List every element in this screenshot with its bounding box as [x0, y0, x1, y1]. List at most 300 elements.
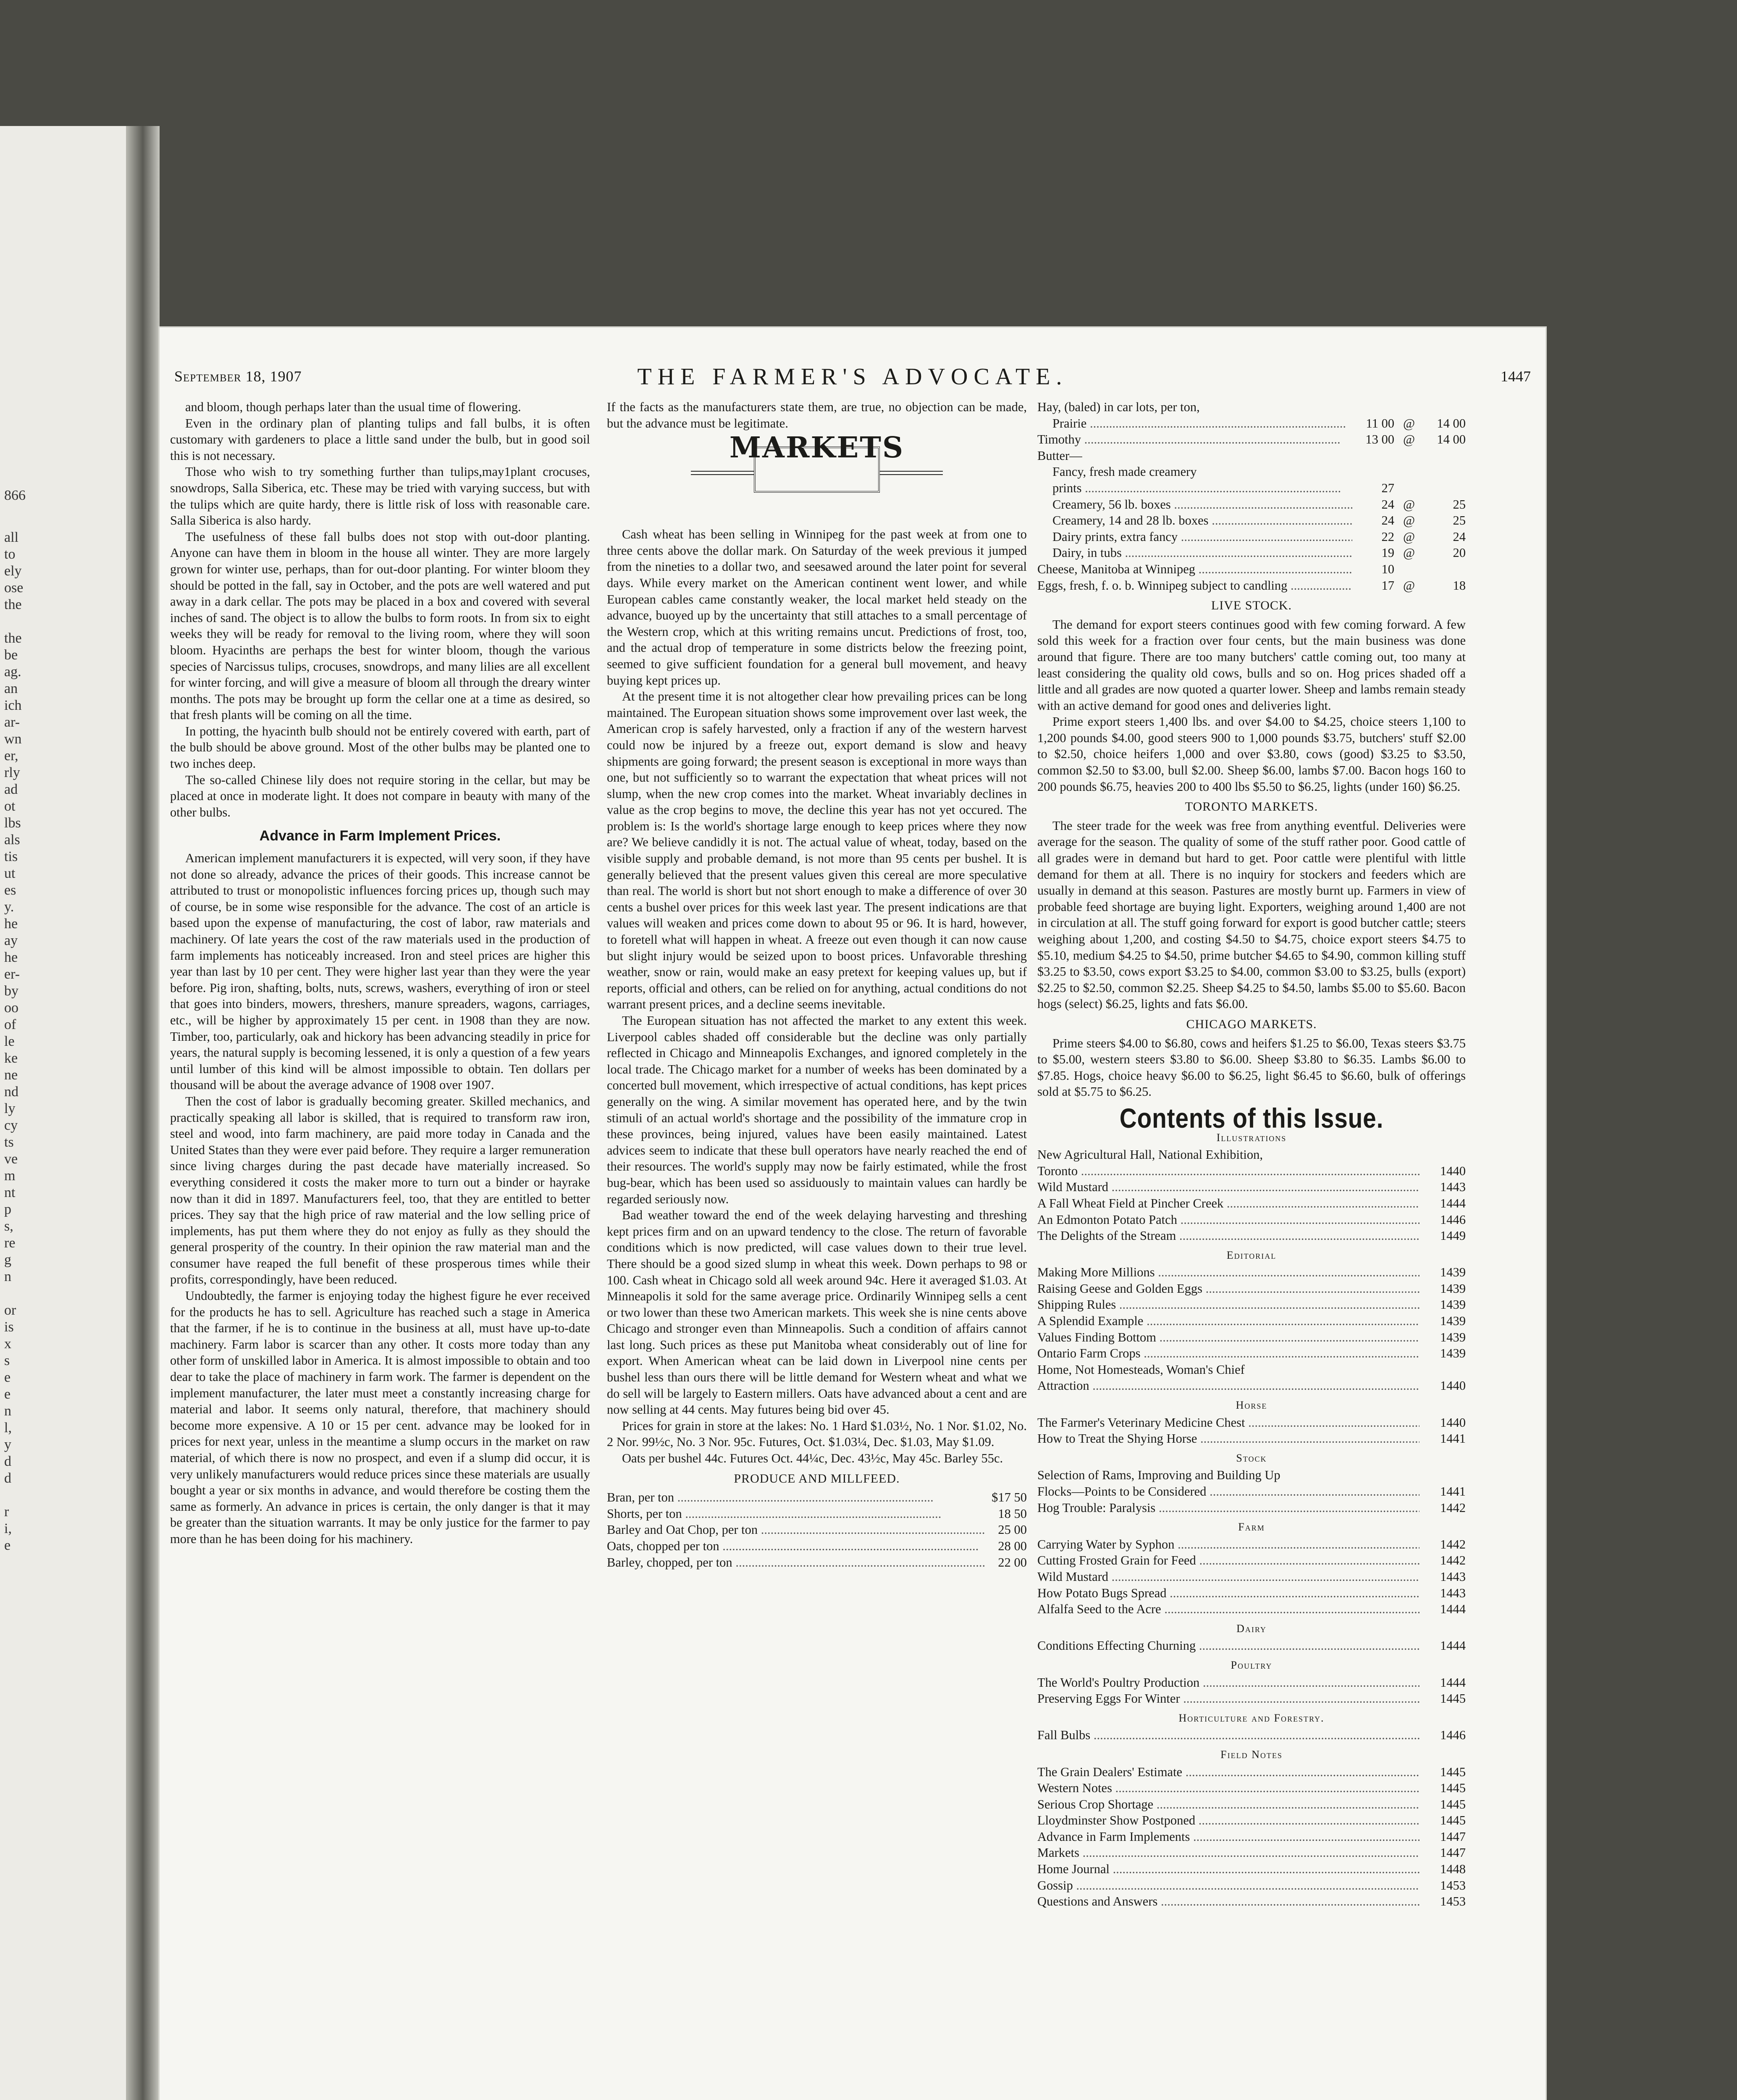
toc-row	[1037, 1780, 1466, 1796]
facing-page-fragment: l,	[4, 1420, 12, 1436]
price-row	[1037, 545, 1466, 561]
facing-page-fragment: ar-	[4, 714, 20, 730]
price-row	[1037, 448, 1466, 464]
toc-title: How to Treat the Shying Horse .....	[1037, 1431, 1420, 1447]
fall-bulbs-article	[170, 399, 590, 820]
toc-title: Carrying Water by Syphon .....	[1037, 1536, 1420, 1553]
price-high: 25	[1453, 513, 1466, 528]
toc-row	[1037, 1861, 1466, 1877]
price-item: Cheese, Manitoba at Winnipeg .....	[1037, 561, 1352, 578]
price-high: 20	[1453, 546, 1466, 560]
price-row	[607, 1554, 1027, 1571]
price-item: Fancy, fresh made creamery	[1052, 465, 1197, 479]
toc-title: Toronto .....	[1037, 1163, 1420, 1179]
toc-row	[1037, 1281, 1466, 1297]
facing-page-fragment: p	[4, 1202, 11, 1217]
markets-report	[607, 526, 1027, 1466]
facing-page-fragment: re	[4, 1235, 16, 1251]
toc-page: 1449	[1440, 1228, 1466, 1243]
price-low: 24	[1381, 513, 1394, 528]
column-1	[170, 399, 590, 1547]
price-row	[607, 1538, 1027, 1554]
chicago-heading: CHICAGO MARKETS.	[1186, 1017, 1317, 1031]
facing-page-fragment: by	[4, 983, 18, 999]
facing-page-fragment: y.	[4, 899, 14, 915]
toc-row	[1037, 1829, 1466, 1845]
toc-row	[1037, 1179, 1466, 1195]
article-paragraph: At the present time it is not altogether clear how prevailing prices can be long maintained. The European situation shows some improvement over last week, the American crop is safely harvested, only a fraction if any of the western harvest could now be injured by a freeze out, export demand is slow and heavy shipments are going forward; the present season is exceptional in more ways than one, but not sufficiently so to warrant the expectation that wheat prices will not slump, when the new crop comes into the market. Wheat invariably declines in value as the crop begins to move, the decline this year has not yet occured. The problem is: Is the world's shortage large enough to keep prices where they now are? We believe candidly it is not. The actual value of wheat, today, based on the visible supply and probable demand, is not more than 95 cents per bushel. It is generally believed that the present values given this cereal are more speculative than real. The world is short but not short enough to make a difference of over 30 cents a bushel over prices for this week last year. The present indications are that values will weaken and prices come down to about 95 or 96. It is hard, however, to foretell what will happen in wheat. A freeze out even though it can now cause but slight injury would be seized upon to boost prices. Unfavorable threshing weather, snow or rain, would make an easy pretext for keeping values up, but if reports, official and others, can be relied on for anything, actual conditions do not warrant present prices, and a decline seems inevitable.	[607, 689, 1027, 1012]
toc-page: 1444	[1440, 1638, 1466, 1653]
livestock-report	[1037, 617, 1466, 795]
toc-section-heading: Dairy	[1236, 1622, 1267, 1635]
price-low	[1352, 448, 1394, 464]
facing-page-fragment: e	[4, 1370, 11, 1385]
facing-page-fragment: r	[4, 1504, 9, 1520]
toc-row	[1037, 1147, 1466, 1163]
facing-page-fragment: er-	[4, 966, 20, 982]
price-item: Prairie .....	[1037, 415, 1352, 432]
facing-page-text	[4, 487, 55, 1554]
toc-row	[1037, 1431, 1466, 1447]
toc-row	[1037, 1764, 1466, 1780]
article-paragraph: The European situation has not affected the market to any extent this week. Liverpool cables shaded off considerable but the decline was only partially reflected in Chicago and Minneapolis Exchanges, and ignored completely in the local trade. The Chicago market for a number of weeks has been dominated by a concerted bull movement, which irrespective of actual conditions, has kept prices generally on the wing. A similar movement has operated here, and by the twin stimuli of an actual world's shortage and the possibility of the immature crop in these provinces, being injured, values have been easily maintained. Latest advices seem to indicate that these bull operators have nearly reached the end of their resources. The world's supply may now be fairly estimated, while the frost bug-bear, which has been used so assiduously to maintain values can hardly be regarded seriously now.	[607, 1013, 1027, 1206]
facing-page-fragment: le	[4, 1034, 15, 1049]
price-row	[1037, 561, 1466, 578]
toc-title: Attraction .....	[1037, 1378, 1420, 1394]
price-low: 24	[1381, 497, 1394, 512]
toc-row	[1037, 1812, 1466, 1829]
toc-section-heading: Poultry	[1231, 1659, 1273, 1671]
price-item: Barley and Oat Chop, per ton .....	[607, 1522, 985, 1538]
toc-title: Wild Mustard .....	[1037, 1569, 1420, 1585]
publication-title: THE FARMER'S ADVOCATE.	[637, 364, 1068, 390]
toc-title: Advance in Farm Implements .....	[1037, 1829, 1420, 1845]
toc-page: 1441	[1440, 1431, 1466, 1446]
column-3	[1037, 399, 1466, 1910]
facing-page-fragment: wn	[4, 731, 22, 747]
toc-title: The Grain Dealers' Estimate .....	[1037, 1764, 1420, 1780]
toc-page: 1446	[1440, 1728, 1466, 1743]
facing-page-fragment: cy	[4, 1118, 18, 1133]
price-item: Creamery, 56 lb. boxes .....	[1037, 496, 1352, 513]
toc-row	[1037, 1195, 1466, 1212]
toc-title: Hog Trouble: Paralysis .....	[1037, 1500, 1420, 1516]
facing-page-fragment: lbs	[4, 815, 21, 831]
toc-page: 1442	[1440, 1537, 1466, 1551]
toc-row	[1037, 1500, 1466, 1516]
facing-page-fragment: ot	[4, 798, 16, 814]
article-paragraph: Undoubtedly, the farmer is enjoying today the highest figure he ever received for the products he has to sell. Agriculture has reached such a stage in America that the farmer, if he is to continue in the business at all, must have up-to-date machinery. Farm labor is scarcer than any other. It costs more today than any other form of unskilled labor in America. It is almost impossible to obtain and too dear to take the place of machinery in farm work. The farmer is dependent on the implement manufacturer, the later must meet a constantly increasing charge for material and labor. It seems only natural, therefore, that machinery should become more expensive. A 10 or 15 per cent. advance may be looked for in prices for next year, unless in the meantime a slump occurs in the market on raw material, of which there is now no prospect, and even if a slump did occur, it is very unlikely manufacturers would reduce prices since these materials are usually bought a year or six months in advance, and would therefore be costing them the same as formerly. An advance in prices is certain, the only danger is that it may be greater than the situation warrants. It may be only justice for the farmer to pay more than he has been doing for his machinery.	[170, 1289, 590, 1546]
price-high: 14 00	[1437, 432, 1466, 447]
facing-page-fragment: nd	[4, 1084, 18, 1100]
price-row	[607, 1489, 1027, 1506]
toc-title: Serious Crop Shortage .....	[1037, 1796, 1420, 1813]
page-number: 1447	[1501, 368, 1531, 385]
toc-page: 1439	[1440, 1281, 1466, 1296]
price-row	[1037, 578, 1466, 594]
facing-page-fragment: ly	[4, 1101, 16, 1116]
price-at	[1394, 399, 1424, 415]
price-row	[1037, 512, 1466, 529]
implement-article-conclusion: If the facts as the manufacturers state them, are true, no objection can be made, but the advance must be legitimate.	[607, 400, 1027, 430]
toc-page: 1443	[1440, 1180, 1466, 1194]
price-at: @	[1403, 416, 1415, 430]
facing-page-fragment: ose	[4, 580, 24, 596]
facing-page-number: 866	[4, 488, 26, 503]
price-high	[1424, 448, 1466, 464]
price-item: Butter—	[1037, 448, 1082, 463]
facing-page-fragment: ve	[4, 1151, 18, 1167]
contents-title: Contents of this Issue.	[1119, 1102, 1384, 1134]
implement-article	[170, 850, 590, 1547]
toc-page: 1445	[1440, 1691, 1466, 1706]
price-at: @	[1403, 513, 1415, 528]
toc-title: Fall Bulbs .....	[1037, 1727, 1420, 1743]
facing-page-fragment: n	[4, 1403, 11, 1419]
toc-title: Making More Millions .....	[1037, 1264, 1420, 1281]
price-at: @	[1403, 497, 1415, 512]
book-gutter	[126, 126, 160, 2100]
article-paragraph: Oats per bushel 44c. Futures Oct. 44¼c, Dec. 43½c, May 45c. Barley 55c.	[622, 1451, 1003, 1466]
article-paragraph: The demand for export steers continues good with few coming forward. A few sold this week for a fraction over four cents, but the main business was done around that figure. There are too many butchers' cattle coming out, too many at least considering the quality old cows, bulls and so on. Hog prices shaded off a little and all grades are now quoted a quarter lower. Sheep and lambs remain steady with an active demand for good ones and deliveries light.	[1037, 617, 1466, 713]
toc-page: 1440	[1440, 1163, 1466, 1178]
toc-page: 1440	[1440, 1378, 1466, 1393]
masthead	[174, 363, 1531, 388]
toc-title: Flocks—Points to be Considered .....	[1037, 1483, 1420, 1500]
article-paragraph: Those who wish to try something further than tulips,may1plant crocuses, snowdrops, Salla Siberica, etc. These may be tried with varying success, but with the tulips which are quite hardy, there is little risk of loss with reasonable care. Salla Siberica is also hardy.	[170, 465, 590, 528]
facing-page-fragment: oo	[4, 1000, 18, 1016]
price-value: 22 00	[998, 1555, 1027, 1570]
price-item: Dairy prints, extra fancy .....	[1037, 529, 1352, 545]
toc-page: 1442	[1440, 1500, 1466, 1515]
toc-row	[1037, 1362, 1466, 1378]
implement-article-heading: Advance in Farm Implement Prices.	[259, 828, 501, 844]
toc-title: A Splendid Example .....	[1037, 1313, 1420, 1329]
toc-section-heading: Illustrations	[1216, 1131, 1287, 1144]
toc-row	[1037, 1675, 1466, 1691]
price-row	[1037, 431, 1466, 448]
facing-page-fragment: y	[4, 1437, 11, 1452]
toc-title: Lloydminster Show Postponed .....	[1037, 1812, 1420, 1829]
price-at	[1394, 561, 1424, 578]
facing-page-fragment: all	[4, 530, 18, 545]
article-paragraph: American implement manufacturers it is expected, will very soon, if they have not done so already, advance the prices of their goods. This increase cannot be attributed to trust or monopolistic influences forcing prices up, though such may of course, be in some wise responsible for the advance. The cost of an article is based upon the expense of manufacturing, the cost of labor, raw materials and machinery. Of late years the cost of the raw materials used in the production of farm implements has noticeably increased. Iron and steel prices are higher this year than last by 10 per cent. They were higher last year than they were the year before. Pig iron, shafting, bolts, nuts, screws, washers, everything of iron or steel that goes into binders, mowers, threshers, manure spreaders, wagons, carriages, etc., will be higher by approximately 15 per cent. in 1908 than they are now. Timber, too, particularly, oak and hickory has been advancing steadily in price for years, the natural supply is becoming lessened, it is only a question of a few years until lumber of this kind will be almost impossible to obtain. Ten dollars per thousand will be about the average advance of 1908 over 1907.	[170, 851, 590, 1092]
toc-title: A Fall Wheat Field at Pincher Creek .....	[1037, 1195, 1420, 1212]
hay-butter-price-list	[1037, 399, 1466, 593]
facing-page-fragment: er,	[4, 748, 18, 764]
article-paragraph: Even in the ordinary plan of planting tulips and fall bulbs, it is often customary with gardeners to place a little sand under the bulb, but in good soil this is not necessary.	[170, 416, 590, 463]
price-row	[1037, 399, 1466, 415]
price-high: 14 00	[1437, 416, 1466, 430]
price-value: 25 00	[998, 1522, 1027, 1537]
price-at	[1394, 448, 1424, 464]
toc-page: 1439	[1440, 1265, 1466, 1280]
facing-page-fragment: rly	[4, 765, 20, 780]
toc-title: Raising Geese and Golden Eggs .....	[1037, 1281, 1420, 1297]
toc-row	[1037, 1313, 1466, 1329]
livestock-heading: LIVE STOCK.	[1211, 598, 1292, 613]
toc-row	[1037, 1297, 1466, 1313]
toc-page: 1447	[1440, 1845, 1466, 1860]
toc-title: Alfalfa Seed to the Acre .....	[1037, 1601, 1420, 1617]
toc-page	[1420, 1147, 1466, 1163]
facing-page-fragment: x	[4, 1336, 11, 1352]
produce-heading: PRODUCE AND MILLFEED.	[734, 1471, 900, 1486]
facing-page-fragment: is	[4, 1319, 14, 1335]
price-low: 27	[1381, 480, 1394, 495]
facing-page-edge	[0, 126, 126, 2100]
facing-page-fragment: the	[4, 630, 22, 646]
facing-page-fragment: tis	[4, 849, 18, 864]
toc-row	[1037, 1845, 1466, 1861]
toc-row	[1037, 1552, 1466, 1569]
facing-page-fragment: e	[4, 1386, 11, 1402]
article-paragraph: and bloom, though perhaps later than the usual time of flowering.	[185, 400, 521, 414]
price-low: 22	[1381, 529, 1394, 544]
price-row	[1037, 496, 1466, 513]
toc-row	[1037, 1228, 1466, 1244]
toc-title: The Farmer's Veterinary Medicine Chest .....	[1037, 1415, 1420, 1431]
price-high: 18	[1453, 578, 1466, 593]
price-row	[607, 1506, 1027, 1522]
toc-title: Western Notes .....	[1037, 1780, 1420, 1796]
price-low: 11 00	[1366, 416, 1394, 430]
price-item: Shorts, per ton .....	[607, 1506, 985, 1522]
toc-title: Wild Mustard .....	[1037, 1179, 1420, 1195]
toc-page: 1441	[1440, 1484, 1466, 1499]
price-item: Dairy, in tubs .....	[1037, 545, 1352, 561]
facing-page-fragment: e	[4, 1538, 11, 1553]
toc-page: 1447	[1440, 1829, 1466, 1844]
facing-page-fragment: the	[4, 597, 22, 612]
article-paragraph: Cash wheat has been selling in Winnipeg for the past week at from one to three cents above the dollar mark. On Saturday of the week previous it jumped from the nineties to a dollar two, and seesawed around the later point for several days. While every market on the American continent went lower, and while European cables came constantly weaker, the local market held steady on the advance, buoyed up by the uncertainty that still attaches to a small percentage of the Western crop, which at this writing remains uncut. Predictions of frost, too, and the actual drop of temperature in some districts below the freezing point, seemed to give sufficient foundation for a general bull movement, and heavy buying kept prices up.	[607, 527, 1027, 688]
facing-page-fragment: or	[4, 1302, 16, 1318]
toc-section-heading: Field Notes	[1220, 1748, 1283, 1761]
facing-page-fragment: ely	[4, 563, 22, 579]
facing-page-fragment: n	[4, 1269, 11, 1284]
price-at: @	[1403, 546, 1415, 560]
facing-page-fragment: i,	[4, 1521, 12, 1536]
toc-row	[1037, 1569, 1466, 1585]
price-high	[1424, 561, 1466, 578]
facing-page-fragment: ag.	[4, 664, 21, 680]
toc-row	[1037, 1536, 1466, 1553]
price-low	[1352, 399, 1394, 415]
price-value: 18 50	[998, 1506, 1027, 1521]
price-high	[1424, 480, 1466, 496]
column-2	[607, 399, 1027, 1570]
facing-page-fragment	[4, 613, 55, 630]
toc-title: The Delights of the Stream .....	[1037, 1228, 1420, 1244]
facing-page-fragment: es	[4, 882, 16, 898]
toc-page: 1443	[1440, 1586, 1466, 1600]
article-paragraph: Bad weather toward the end of the week delaying harvesting and threshing kept prices firm and on an upward tendency to the close. The return of favorable conditions which is now predicted, will case values down to their true level. There should be a good sized slump in wheat this week. Down perhaps to 98 or 100. Cash wheat in Chicago sold all week around 94c. Here it averaged $1.03. At Minneapolis it sold for the same average price. Ordinarily Winnipeg sells a cent or two lower than these two American markets. This week she is nine cents above Chicago and stronger even than Minneapolis. Such a condition of affairs cannot last long. Such prices as these put Manitoba wheat considerably out of line for export. When American wheat can be laid down in Liverpool nine cents per bushel less than ours there will be little demand for Western wheat and what we do sell will be largely to Eastern millers. Oats have advanced about a cent and are now selling at 44 cents. May futures being bid over 45.	[607, 1208, 1027, 1417]
price-low: 10	[1381, 562, 1394, 576]
toc-row	[1037, 1264, 1466, 1281]
price-value: $17 50	[992, 1490, 1027, 1505]
price-high: 25	[1453, 497, 1466, 512]
price-high	[1424, 464, 1466, 480]
facing-page-fragment	[4, 1285, 55, 1302]
toc-title: Values Finding Bottom .....	[1037, 1329, 1420, 1346]
price-high: 24	[1453, 529, 1466, 544]
facing-page-fragment: to	[4, 546, 16, 562]
toc-row	[1037, 1690, 1466, 1707]
facing-page-fragment: be	[4, 647, 18, 663]
article-paragraph: Prime export steers 1,400 lbs. and over $4.00 to $4.25, choice steers 1,100 to 1,200 pounds $4.00, good steers 900 to 1,000 pounds $3.75, butchers' stuff $2.00 to $2.50, choice heifers 1,000 and over $3.80, cows (good) $3.25 to $3.50, common $2.50 to $3.00, bull $2.00. Sheep $6.00, lambs $7.00. Bacon hogs 160 to 200 pounds $6.75, heavies 200 to 400 lbs $5.50 to $6.25, lights (under 160) $6.25.	[1037, 714, 1466, 794]
toc-page	[1420, 1467, 1466, 1483]
toc-page: 1440	[1440, 1415, 1466, 1430]
facing-page-fragment: ts	[4, 1134, 14, 1150]
toc-page: 1445	[1440, 1764, 1466, 1779]
toc-page: 1445	[1440, 1813, 1466, 1828]
price-item: Bran, per ton .....	[607, 1489, 985, 1506]
toc-page: 1446	[1440, 1212, 1466, 1227]
facing-page-fragment: ad	[4, 782, 18, 797]
toc-title: Shipping Rules .....	[1037, 1297, 1420, 1313]
facing-page-fragment: ut	[4, 866, 16, 881]
toc-row	[1037, 1601, 1466, 1617]
table-of-contents	[1037, 1130, 1466, 1910]
facing-page-fragment: ay	[4, 933, 18, 948]
price-row	[1037, 464, 1466, 480]
toc-page: 1442	[1440, 1553, 1466, 1568]
toc-title: Home, Not Homesteads, Woman's Chief	[1037, 1362, 1245, 1377]
facing-page-fragment: s,	[4, 1218, 13, 1234]
toronto-report: The steer trade for the week was free from anything eventful. Deliveries were average for the season. The quality of some of the stuff rather poor. Good cattle of all grades were in demand but hard to get. Poor cattle were plentiful with little demand for them at all. There is no inquiry for stockers and feeders which are usually in demand at this season. Pastures are mostly burnt up. Farmers in view of probable feed shortage are buying light. Exporters, weighing around 1,400 are not in circulation at all. The stuff going forward for export is good butcher cattle; steers weighing about 1,200, and costing $4.50 to $4.75, choice export steers $4.75 to $5.10, medium $4.25 to $4.50, prime butcher $4.65 to $4.90, common killing stuff $3.25 to $3.50, cows export $3.25 to $4.00, common $3.00 to $3.25, bulls (export) $2.25 to $2.50, common $2.25. Sheep $4.25 to $4.50, lambs $5.00 to $5.60. Bacon hogs (select) $6.25, lights and fats $6.00.	[1037, 818, 1466, 1011]
toc-page: 1443	[1440, 1569, 1466, 1584]
toc-page: 1445	[1440, 1797, 1466, 1811]
facing-page-fragment: d	[4, 1454, 11, 1469]
price-row	[1037, 480, 1466, 496]
facing-page-fragment: ke	[4, 1050, 18, 1066]
toc-row	[1037, 1585, 1466, 1601]
toc-section-heading: Farm	[1238, 1521, 1265, 1533]
facing-page-fragment: he	[4, 950, 18, 965]
facing-page-fragment: g	[4, 1252, 11, 1268]
produce-price-list	[607, 1489, 1027, 1570]
facing-page-fragment: ne	[4, 1067, 18, 1083]
facing-page-fragment: of	[4, 1017, 16, 1032]
toc-page: 1453	[1440, 1878, 1466, 1893]
toc-row	[1037, 1727, 1466, 1743]
toc-title: Home Journal .....	[1037, 1861, 1420, 1877]
price-low: 17	[1381, 578, 1394, 593]
price-at	[1394, 480, 1424, 496]
toc-row	[1037, 1345, 1466, 1362]
facing-page-fragment: an	[4, 681, 18, 696]
toc-title: Preserving Eggs For Winter .....	[1037, 1690, 1420, 1707]
price-item: Timothy .....	[1037, 431, 1352, 448]
price-at	[1394, 464, 1424, 480]
article-paragraph: The usefulness of these fall bulbs does not stop with out-door planting. Anyone can have them in bloom in the house all winter. They are more largely grown for winter use, perhaps, than for out-door planting. For winter bloom they should be potted in the fall, say in October, and the pots are well watered and put away in a dark cellar. The pots may be placed in a box and covered with several inches of sand. The object is to allow the bulbs to form roots. In from six to eight weeks they will be ready for removal to the living room, where they will soon bloom. Hyacinths are perhaps the best for winter bloom, though the various species of Narcissus tulips, crocuses, snowdrops, and many lilies are all excellent for winter forcing, and will give a measure of bloom all through the dreary winter months. The pots may be brought up form the cellar one at a time as desired, so that fresh plants will be coming on all the time.	[170, 529, 590, 722]
toronto-heading: TORONTO MARKETS.	[1185, 800, 1318, 814]
toc-row	[1037, 1893, 1466, 1910]
toc-title: Cutting Frosted Grain for Feed .....	[1037, 1552, 1420, 1569]
toc-title: Ontario Farm Crops .....	[1037, 1345, 1420, 1362]
toc-page: 1439	[1440, 1346, 1466, 1361]
toc-row	[1037, 1467, 1466, 1483]
toc-row	[1037, 1378, 1466, 1394]
toc-page: 1444	[1440, 1675, 1466, 1690]
toc-row	[1037, 1163, 1466, 1179]
toc-page: 1453	[1440, 1894, 1466, 1909]
toc-title: How Potato Bugs Spread .....	[1037, 1585, 1420, 1601]
toc-page: 1444	[1440, 1602, 1466, 1617]
toc-row	[1037, 1638, 1466, 1654]
article-paragraph: Prices for grain in store at the lakes: No. 1 Hard $1.03½, No. 1 Nor. $1.02, No. 2 Nor. 99½c, No. 3 Nor. 95c. Futures, Oct. $1.03¼, Dec. $1.03, May $1.09.	[607, 1418, 1027, 1449]
price-at: @	[1403, 432, 1415, 447]
price-row	[607, 1522, 1027, 1538]
price-item: Hay, (baled) in car lots, per ton,	[1037, 400, 1200, 414]
chicago-report: Prime steers $4.00 to $6.80, cows and heifers $1.25 to $6.00, Texas steers $3.75 to $5.00, western steers $3.80 to $6.00. Sheep $3.80 to $6.35. Lambs $6.00 to $7.85. Hogs, choice heavy $6.00 to $6.25, light $6.45 to $6.60, bulk of offerings sold at $5.75 to $6.25.	[1037, 1036, 1466, 1099]
toc-page: 1448	[1440, 1862, 1466, 1877]
facing-page-fragment: ich	[4, 698, 22, 713]
toc-page: 1439	[1440, 1297, 1466, 1312]
price-item: Eggs, fresh, f. o. b. Winnipeg subject to candling .....	[1037, 578, 1352, 594]
price-high	[1424, 399, 1466, 415]
toc-title: The World's Poultry Production .....	[1037, 1675, 1420, 1691]
price-item: prints .....	[1037, 480, 1352, 496]
facing-page-fragment: d	[4, 1470, 11, 1486]
price-value: 28 00	[998, 1539, 1027, 1553]
price-low: 19	[1381, 546, 1394, 560]
toc-section-heading: Horse	[1236, 1399, 1267, 1412]
toc-page	[1420, 1362, 1466, 1378]
markets-banner	[691, 431, 943, 509]
price-at: @	[1403, 529, 1415, 544]
toc-title: Conditions Effecting Churning .....	[1037, 1638, 1420, 1654]
toc-row	[1037, 1877, 1466, 1894]
toc-row	[1037, 1329, 1466, 1346]
price-item: Barley, chopped, per ton .....	[607, 1554, 985, 1571]
toc-page: 1439	[1440, 1314, 1466, 1328]
facing-page-fragment: he	[4, 916, 18, 932]
facing-page-fragment: s	[4, 1353, 10, 1368]
price-row	[1037, 415, 1466, 432]
price-item: Oats, chopped per ton .....	[607, 1538, 985, 1554]
article-paragraph: The so-called Chinese lily does not require storing in the cellar, but may be placed at once in moderate light. It does not compare in beauty with many of the other bulbs.	[170, 772, 590, 819]
toc-page: 1444	[1440, 1196, 1466, 1210]
article-paragraph: Then the cost of labor is gradually becoming greater. Skilled mechanics, and practically speaking all labor is skilled, that is required to transform raw iron, steel and wood, into farm machinery, are paid more today in Canada and the United States than they were ever paid before. They require a larger remuneration since living charges during the past decade have materially increased. So everything considered it costs the maker more to turn out a binder or hayrake now than it did in 1897. Manufacturers feel, too, that they are entitled to better prices. They say that the high price of raw material and the low selling price of implements, has put them where they do not enjoy as fully as they should the general prosperity of the country. In their opinion the raw material man and the consumer have reaped the full benefit of these prosperous times while their profits, correspondingly, have been reduced.	[170, 1094, 590, 1287]
newspaper-page	[160, 328, 1545, 2100]
price-row	[1037, 529, 1466, 545]
toc-row	[1037, 1796, 1466, 1813]
toc-section-heading: Editorial	[1226, 1249, 1277, 1261]
price-low: 13 00	[1365, 432, 1394, 447]
toc-row	[1037, 1415, 1466, 1431]
toc-row	[1037, 1212, 1466, 1228]
toc-title: Markets .....	[1037, 1845, 1420, 1861]
toc-section-heading: Horticulture and Forestry.	[1178, 1712, 1325, 1724]
facing-page-fragment: m	[4, 1168, 16, 1184]
price-low	[1352, 464, 1394, 480]
price-at: @	[1403, 578, 1415, 593]
price-item: Creamery, 14 and 28 lb. boxes .....	[1037, 512, 1352, 529]
article-paragraph: In potting, the hyacinth bulb should not be entirely covered with earth, part of the bulb should be above ground. Most of the other bulbs may be planted one to two inches deep.	[170, 724, 590, 771]
toc-title: New Agricultural Hall, National Exhibition,	[1037, 1147, 1263, 1162]
toc-page: 1445	[1440, 1781, 1466, 1796]
issue-date: September 18, 1907	[174, 368, 302, 385]
facing-page-fragment: als	[4, 832, 20, 848]
toc-page: 1439	[1440, 1330, 1466, 1344]
facing-page-fragment: nt	[4, 1185, 16, 1200]
toc-title: Selection of Rams, Improving and Building Up	[1037, 1468, 1280, 1483]
toc-title: Questions and Answers .....	[1037, 1893, 1420, 1910]
toc-row	[1037, 1483, 1466, 1500]
toc-title: Gossip .....	[1037, 1877, 1420, 1894]
banner-title: MARKETS	[729, 431, 905, 465]
